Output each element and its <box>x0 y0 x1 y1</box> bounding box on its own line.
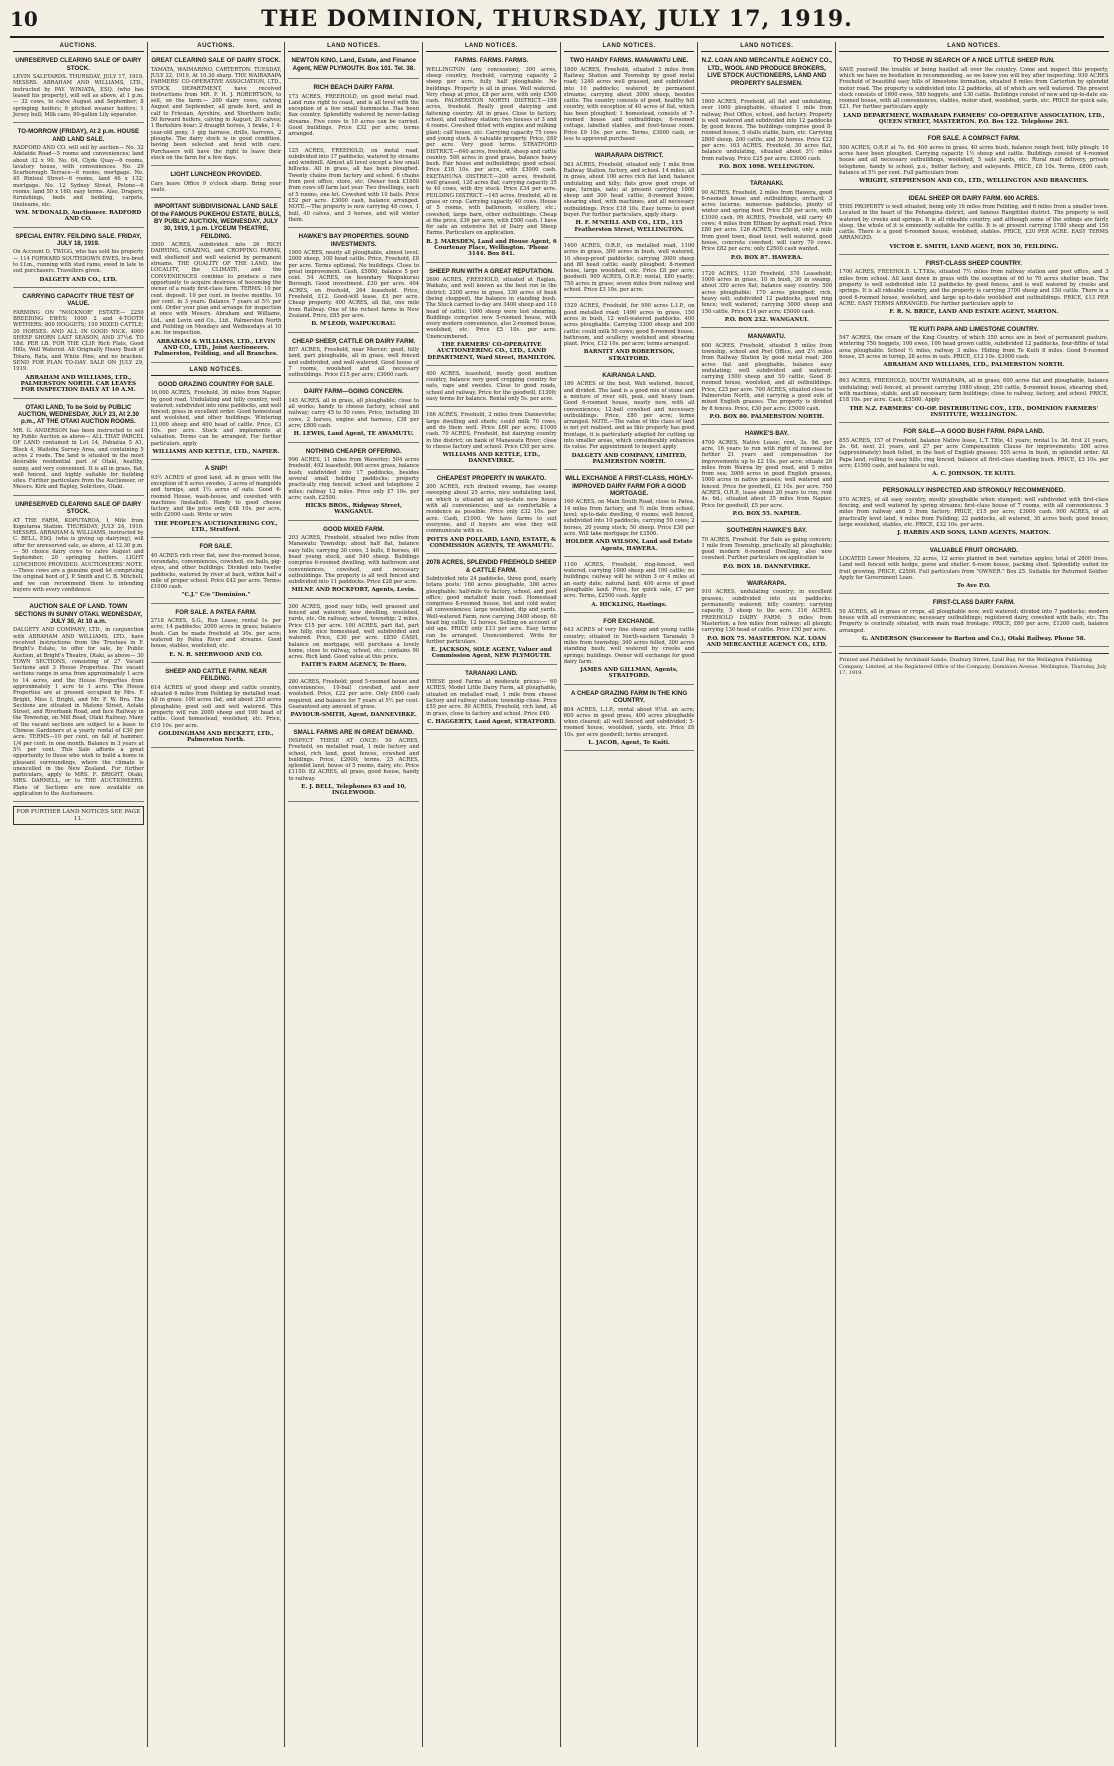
ad-signature: HOLDER AND WILSON, Land and Estate Agents, HAWERA. <box>565 539 693 552</box>
ad-title: AUCTION SALE OF LAND. TOWN SECTIONS IN SUNNY OTAKI. WEDNESDAY, JULY 30, At 10 a.m. <box>14 603 143 625</box>
column-2 <box>148 42 286 1747</box>
ad-title: SOUTHERN HAWKE'S BAY. <box>726 527 807 535</box>
advertisement <box>564 301 695 367</box>
ad-signature: THE PEOPLE'S AUCTIONEERING COY., LTD., Stratford. <box>154 520 278 533</box>
advertisement <box>564 560 695 613</box>
advertisement <box>839 376 1108 423</box>
advertisement <box>13 291 144 399</box>
ad-signature: THE FARMERS' CO-OPERATIVE AUCTIONEERING CO., LTD., LAND DEPARTMENT, Ward Street, HAMILTON. <box>427 341 556 361</box>
ad-signature: P.O. BOX 18. DANNEVIRKE. <box>722 563 811 570</box>
ad-body: 1700 ACRES, FREEHOLD, L.T.Title, situated 7½ miles from railway station and post office, and 3 miles from school. All land down in grass with the exception of 60 to 70 acres shelter bush. The property is well subdivided into 12 paddocks by good fences, and is well watered by creeks and springs. It is all rideable country, and the property is carrying 3700 sheep and 150 cattle. There is a good 6-roomed house, woolshed, and large up-to-date woolshed and outbuildings. PRICE, £13 PER ACRE. EASY TERMS ARRANGED. For further particulars apply to <box>839 269 1109 307</box>
ad-body: 1100 ACRES, Freehold, ring-fenced, well watered, carrying 1000 sheep and 100 cattle; no buildings; railway will be within 3 or 4 miles at an early date; natural land; 400 acres of good ploughable land. Price, for quick sale, £7 per acre. Terms, £2500 cash. Apply <box>563 561 695 600</box>
column-heading: AUCTIONS. <box>13 42 144 52</box>
columns-container <box>10 42 1109 1747</box>
ad-signature: VICTOR E. SMITH, LAND AGENT, BOX 30, FEILDING. <box>889 243 1059 250</box>
ad-body: 280 ACRES, Freehold; good 5-roomed house and conveniences, 10-bail cowshed, and new woolshed. Price, £22 per acre. Only £600 cash required, and balance for 7 years at 5½ per cent. Guaranteed any amount of grass. <box>288 678 420 710</box>
ad-title: FOR SALE. A COMPACT FARM. <box>927 135 1020 143</box>
ad-signature: GOLDINGHAM AND BECKETT, LTD., Palmerston North. <box>158 730 274 744</box>
ad-title: KAIRANGA LAND. <box>602 371 656 379</box>
ad-title: TO-MORROW (FRIDAY), At 2 p.m. HOUSE AND LAND SALE. <box>17 128 140 143</box>
ad-title: FOR SALE—A GOOD BUSH FARM. PAPA LAND. <box>903 428 1045 436</box>
ad-body: WELLINGTON (any concession), 300 acres, sheep country, freehold, carrying capacity 2 sheep per acre, fully half ploughable. No buildings. Property is all in grass. Well watered. Very cheap at price, £8 per acre, with only £500 cash. PALMERSTON NORTH DISTRICT.—188 acres, freehold. Really good dairying and fattening country. All in grass. Close to factory, school, and railway station; two houses of 3 and 4 rooms. Cowshed fitted with engine and milking plant; calf house, etc. Carrying capacity 75 cows and young stock. A valuable property. Price, £60 per acre. Very good terms. STRATFORD DISTRICT.—640 acres, freehold, sheep and cattle country. 500 acres in good grass, balance heavy bush. Fair house and outbuildings; good school. Price £18 10s. per acre, with £3000 cash. EKETAHUNA DISTRICT.—200 acres, freehold, well grassed, 120 acres flat; carrying capacity 35 to 40 cows, with dry stock. Price £34 per acre. FEILDING DISTRICT.—145 acres, freehold, all in grass or crop. Carrying capacity 40 cows. House of 5 rooms, with bathroom, scullery, etc.; cowshed, large barn, other outbuildings. Cheap at the price, £36 per acre, with £500 cash. I have for sale an extensive list of Dairy and Sheep Farms. Particulars on application. <box>426 66 557 237</box>
ad-title: HAWKE'S BAY PROPERTIES. SOUND INVESTMENTS. <box>298 233 409 248</box>
advertisement <box>701 269 832 328</box>
ad-signature: DALGETY AND COMPANY, LIMITED, PALMERSTON NORTH. <box>571 452 687 465</box>
ad-signature: H. F. M'NEILL AND CO., LTD., 115 Featherston Street, WELLINGTON. <box>574 220 684 233</box>
ad-body: 50 ACRES, all in grass or crops, all ploughable now, well watered; divided into 7 paddocks; modern house with all conveniences; necessary outbuildings; registered dairy, cowshed with bails, etc. The Property is centrally situated, with main road frontage. PRICE, £60 per acre, £1200 cash, balance arranged. <box>839 608 1109 634</box>
ad-title: IDEAL SHEEP OR DAIRY FARM. 600 ACRES. <box>908 194 1040 202</box>
ad-body: 614 ACRES of good sheep and cattle country, situated 6 miles from Feilding by metalled road. All in grass; 100 acres flat, and about 250 acres ploughable; good soil and well watered. This property will run 2000 sheep and 100 head of cattle. Good homestead, woolshed, etc. Price, £10 10s. per acre. <box>150 684 282 729</box>
ad-title: PERSONALLY INSPECTED AND STRONGLY RECOMMENDED. <box>882 487 1065 495</box>
ad-signature: P.O. BOX 75. MASTERTON. N.Z. LOAN AND MERCANTILE AGENCY CO., LTD. <box>706 635 827 648</box>
ad-signature: HICKS BROS., Ridgway Street, WANGANUI. <box>305 503 403 516</box>
ad-title: SMALL FARMS ARE IN GREAT DEMAND. <box>293 728 414 736</box>
ad-body: FARMING ON "NOCKNOR" ESTATE— 2250 BREEDING EWES; 1000 2 and 4-TOOTH WETHERS; 800 HOGGETS; 150 MIXED CATTLE; 20 HORSES. AND ALL IN GOOD NICK. 4000 SHEEP SHORN LAST SEASON, AND 37½d. TO 18d. PER LB. FOR THE CLIP. Rich Flats, Good Hills, Well Watered. All Originally Heavy Bush of Totara, Rata, and White Pine, and no bracken. SEND FOR PLAN TO-DAY. SALE ON JULY 29, 1919. <box>13 309 144 373</box>
ad-body: 200 ACRES, rich drained swamp, has swamp sweeping about 25 acres, nice undulating land, on which is situated an up-to-date new house with all conveniences; and as comfortable a residence as possible. Price only £32 10s. per acre. Cash, £1000. We have farms to suit everyone, and if buyers are wise they will communicate with us. <box>426 484 557 535</box>
column-subheading: LAND NOTICES. <box>151 366 282 376</box>
ad-title: NEWTON KING, Land, Estate, and Finance Agent, NEW PLYMOUTH. Box 101. Tel. 38. <box>291 57 416 72</box>
advertisement <box>288 55 419 79</box>
ad-body: 1720 ACRES, 1120 Freehold, 370 Leasehold; 1000 acres in grass, 10 in bush, 30 in swamp, about 350 acres flat; balance easy country. 500 acres ploughable; 170 acres ploughed; rich, heavy soil; subdivided 12 paddocks, good ring fence; well watered; carrying 3000 sheep and 150 cattle. Price £14 per acre; £5000 cash. <box>701 270 833 315</box>
ad-body: THESE good Farms at moderate prices:— 60 ACRES, Model Little Dairy Farm, all ploughable, situated on metalled road, 1 mile from cheese factory and railway station; township close. Price £55 per acre. 80 ACRES, Freehold, rich land, all in grass, close to factory and school. Price £40. <box>426 679 557 717</box>
ad-body: RADFORD AND CO. will sell by auction— No. 32 Adelaide Road—5 rooms and conveniences; land about 32 x 90. No. 64, Clyde Quay—6 rooms, lavatory house, with conveniences. No. 29 Scarborough Terrace—6 rooms; mortgage. No. 45 Rintoul Street—6 rooms, land 46 x 132; mortgage. No. 12 Sydney Street, Petone—6 rooms; land 50 x 160; easy terms. Also, Drapery, furnishings, beds and bedding, carpets, linoleums, etc. <box>13 145 144 208</box>
ad-body: 547 ACRES, the cream of the King Country, of which 350 acres are in best of permanent pasture, wintering 750 hoggets, 100 ewes, 100 head grown cattle, subdivided 12 paddocks, four-fifths of total area ploughable. School ½ miles, railway 3 miles. Hiding from Te Kuiti 8 miles. Good 8-roomed house, 25 acres in turnip, 28 acres in oats. PRICE, £12 10s. £3000 cash. <box>839 334 1109 360</box>
ad-body: 970 ACRES, of all easy country, mostly ploughable when stumped; well subdivided with first-class fencing, and well watered by spring streams; first-class house of 7 rooms, with all conveniences. 5 miles from railway and 3 from factory. PRICE, £15 per acre; £3000 cash. 900 ACRES, of all practically level land, 4 miles from Feilding; 22 paddocks, all watered, 30 acres bush; good house; large woolshed, stables, etc. PRICE, £32 10s. per acre. <box>839 496 1109 528</box>
ad-title: WAIRARAPA. <box>747 580 787 588</box>
ad-signature: F. R. N. BRICE, LAND AND ESTATE AGENT, MARTON. <box>889 309 1059 316</box>
advertisement <box>701 55 832 94</box>
advertisement <box>151 55 282 166</box>
ad-body: 90 ACRES, Freehold, 2 miles from Hawera, good 6-roomed house and outbuildings, orchard; 3 acres lucerne, numerous paddocks, plenty of winter and spring feed. Price £50 per acre, with £1000 cash. 99 ACRES, Freehold, will carry 40 cows; 4 miles from Eltham by asphalt road. Price £80 per acre. 126 ACRES, Freehold, only a mile from good town, dead level, well watered, good house, concrete cowshed; will carry 70 cows. Price £82 per acre; only £2500 cash wanted. <box>701 189 833 253</box>
ad-body: 203 ACRES, Freehold, situated two miles from Manawatu Township; about half flat, balance easy hills; carrying 30 cows, 3 bulls, 8 horses, 40 head young stock, and 540 sheep. Buildings comprise 6-roomed dwelling, with bathroom and conveniences, cowshed, and necessary outbuildings. The property is all well fenced and subdivided into 11 paddocks. Price £28 per acre. <box>288 535 420 586</box>
ad-signature: ABRAHAM & WILLIAMS, LTD., LEVIN AND CO., LTD., Joint Auctioneers. Palmerston, Feilding, and all Branches. <box>154 338 278 358</box>
ad-title: TARANAKI LAND. <box>465 669 518 677</box>
column-7 <box>836 42 1111 1747</box>
ad-signature: L. JACOB, Agent, Te Kuiti. <box>588 740 670 746</box>
masthead <box>10 6 1104 38</box>
advertisement <box>13 499 144 598</box>
ad-title: FARMS. FARMS. FARMS. <box>454 57 529 65</box>
ad-signature: WRIGHT, STEPHENSON AND CO., LTD., WELLINGTON AND BRANCHES. <box>859 178 1089 185</box>
advertisement <box>13 601 144 802</box>
ad-body: 2718 ACRES, S.G., Run Lease; rental 1s. per acre; 14 paddocks; 2000 acres in grass; balance bush. Can be made freehold at 30s. per acre; watered by Patea River and streams. Good house, stables, woolshed, etc. <box>150 618 282 650</box>
ad-body: MR. G. ANDERSON has been instructed to sell by Public Auction as above— ALL THAT PARCEL OF LAND contained in Lot 14, Pahiatua 5 A1, Block 4, Waitohu Survey Area, and containing 5 acres 2 roods. The land is situated in the most desirable residential part of Otaki, healthy, sunny, and very convenient. It is all in grass, flat, well fenced, and highly suitable for building sites. Further particulars from the Auctioneer, or Messrs. Kirk and Rapley, Solicitors, Otaki. <box>13 427 144 491</box>
ad-body: 996 ACRES, 11 miles from Waverley; 504 acres freehold, 492 leasehold; 900 acres grass, balance bush; subdivided into 17 paddocks, besides several small holding paddocks; property practically ring fenced; school and telephone 2 miles; railway 12 miles. Price only £7 10s. per acre; cash, £2500. <box>288 457 420 501</box>
advertisement <box>839 324 1108 374</box>
ad-title: LIGHT LUNCHEON PROVIDED. <box>170 171 262 179</box>
ad-body: THIS PROPERTY is well situated, being only 16 miles from Feilding, and 6 miles from a smaller town. Located in the heart of the Pohangina district, and famous Rangitikei district. The property is well watered by creeks and springs. It is all rideable country, and although some of the sidings are fairly steep, the whole of it is eminently suitable for cattle. It is at present carrying 1780 sheep and 150 cattle. There is a good 6-roomed house, woolshed, stables. PRICE, £20 PER ACRE. EASY TERMS ARRANGED. <box>839 203 1109 242</box>
column-heading: LAND NOTICES. <box>564 42 695 52</box>
advertisement <box>839 258 1108 320</box>
ad-body: 563 ACRES, Freehold, situated only 1 mile from Railway Station, factory, and school. 14 miles; all in grass, about 100 acres rich flat land, balance undulating and hilly; flats grow good crops of rape, turnips, oats; at present carrying 1000 sheep and 300 head cattle; 8-roomed house, shearing shed, with machines, and all necessary outbuildings. Price £18 10s. Easy terms to good buyer. For further particulars, apply sharp. <box>563 161 695 219</box>
advertisement <box>426 266 557 366</box>
ad-title: GREAT CLEARING SALE OF DAIRY STOCK. <box>151 57 281 65</box>
ad-signature: BARNITT AND ROBERTSON, STRATFORD. <box>583 349 675 362</box>
advertisement <box>13 55 144 123</box>
ad-signature: E. JACKSON, SOLE AGENT, Valuer and Commission Agent, NEW PLYMOUTH. <box>431 647 552 660</box>
advertisement <box>564 241 695 298</box>
ad-signature: ABRAHAM AND WILLIAMS, LTD., PALMERSTON NORTH. CAR LEAVES FOR INSPECTION DAILY AT 10 A.M. <box>20 374 137 394</box>
advertisement <box>839 133 1108 189</box>
ad-body: Cars leave Office 9 o'clock sharp. Bring your seats. <box>150 180 282 193</box>
ad-signature: A. HICKLING, Hastings. <box>591 601 667 608</box>
ad-body: 145 ACRES, all in grass, all ploughable; close to all works; handy to cheese factory, school and railway; carry 45 to 50 cows. Price, including 30 cows, 2 horses, engine and harness, £38 per acre; £800 cash. <box>288 397 420 430</box>
column-3 <box>285 42 423 1747</box>
ad-signature: C. HAGGERTY, Land Agent, STRATFORD. <box>427 718 556 725</box>
ad-body: 166 ACRES, Freehold, 2 miles from Dannevirke; large dwelling and sheds; could milk 70 cows, and do them well. Price £60 per acre; £1000 cash. 70 ACRES, Freehold, hut dairying country in the district; on bank of Manawatu River; close to cheese factory and school. Price £50 per acre. <box>426 412 557 450</box>
ad-title: DAIRY FARM—GOING CONCERN. <box>303 388 404 396</box>
ad-signature: FAITH'S FARM AGENCY, Te Horo. <box>301 662 407 669</box>
ad-body: 1900 ACRES, nearly all ploughable, almost level; 2000 sheep, 100 head cattle. Price, Freehold, £8 per acre. Terms optional. No buildings. Close to great improvement. Cash, £5000, balance 5 per cent. 54 ACRES, on boundary Waipukurau Borough. Good investment. £30 per acre. 404 ACRES, on freehold, 264 leasehold. Price, Freehold, £12. Good-will lease, £3 per acre. Cheap property. 400 ACRES, all flat, one mile from Railway. One of the richest farms in New Zealand. Price, £85 per acre. <box>288 249 420 319</box>
column-5 <box>561 42 699 1747</box>
ad-signature: WM. M'DONALD, Auctioneer. RADFORD AND CO. <box>15 209 142 223</box>
advertisement <box>839 597 1108 647</box>
advertisement <box>839 426 1108 482</box>
ad-signature: POTTS AND POLLARD, LAND, ESTATE, & COMMISSION AGENTS, TE AWAMUTU. <box>426 536 557 549</box>
ad-body: 4700 ACRES, Native Lease; rent, 3s. 9d. per acre, 16 years to run with right of renewal for further 21 years and compensation for improvements up to £2 10s. per acre; situate 20 miles from Wairoa by good road, and 5 miles from sea; 3000 acres in good English grasses, 1000 acres in native grasses; well watered and fenced. Price for goodwill, £2 10s. per acre. 750 ACRES, O.R.P., lease about 20 years to run; rent 4s. 6d.; situated about 35 miles from Napier. Price for goodwill, £5 per acre. <box>701 439 833 509</box>
ad-body: INSPECT THESE AT ONCE: 50 ACRES, Freehold, on metalled road, 1 mile factory and school, rich land, good fences, cowshed and buildings. Price, £2000; terms. 25 ACRES, splendid land, house of 5 rooms, dairy, etc. Price £1150. 82 ACRES, all grass, good house, handy to railway. <box>288 737 420 782</box>
advertisement <box>701 97 832 175</box>
ad-title: WAIRARAPA DISTRICT. <box>594 152 664 160</box>
advertisement <box>701 428 832 522</box>
ad-body: 93½ ACRES of good land, all in grass with the exception of 6 acres swedes, 3 acres of mangolds and turnips, and 1¼ acres of oats. Good 6-roomed House, wash-house, and cowshed with machines (installed). Handy to good cheese factory, and the price only £48 10s. per acre, with £2000 cash. Write or wire <box>150 474 282 519</box>
column-4 <box>423 42 561 1747</box>
ad-signature: P.O. BOX 80. PALMERSTON NORTH. <box>709 413 825 420</box>
column-heading: LAND NOTICES. <box>426 42 557 52</box>
ad-signature: DALGETY AND CO., LTD. <box>39 276 118 283</box>
further-notices-footer: FOR FURTHER LAND NOTICES SEE PAGE 11. <box>13 806 144 825</box>
ad-body: 863 ACRES, FREEHOLD, SOUTH WAIRARAPA, all in grass; 600 acres flat and ploughable, balance undulating; well fenced, at present carrying 1980 sheep, 250 cattle, 8-roomed house, shearing shed, with machines, stable, and all necessary farm buildings; close to railway, factory, and school. PRICE, £18 10s. per acre. Cash, £3500. Apply <box>839 378 1109 404</box>
ad-body: 1529 ACRES, Freehold, for 990 acres L.I.P., on good metalled road; 1490 acres in grass, 150 acres in bush, 12 well-watered paddocks. 400 acres ploughable. Carrying 3300 sheep and 200 cattle; could milk 50 cows; good 8-roomed house, bathroom, and scullery; woolshed and shearing plant. Price, £12 10s. per acre; terms arranged. <box>563 303 695 348</box>
ad-body: 2690 ACRES, FREEHOLD, situated at Raglan, Waikato, and well known as the best run in the district; 2200 acres in grass, 330 acres of bush (being chopped), the balance in standing bush. The Stock carried to-day are 3400 sheep and 110 head of cattle; 1000 sheep were lost shearing. Buildings comprise new 5-roomed house, with every modern convenience, also 2-roomed house, woolshed, etc. Price £5 10s. per acre. Unencumbered. <box>426 277 557 340</box>
ad-body: 160 ACRES, on Main South Road, close to Patea, 14 miles from factory, and ½ mile from school, level; up-to-date dwelling, 6 rooms; well fenced, subdivided into 10 paddocks, carrying 50 cows; 2 horses, 20 young stock; 50 sheep. Price £30 per acre. Will take mortgage for £3500. <box>563 499 695 537</box>
ad-signature: J. HARRIS AND SONS, LAND AGENTS, MARTON. <box>897 530 1051 537</box>
advertisement <box>701 578 832 653</box>
column-1 <box>10 42 148 1747</box>
advertisement <box>288 677 419 724</box>
ad-signature: "C.J." C/o "Dominion." <box>181 592 251 599</box>
ad-body: AT THE FARM, KOPUTAROA, 1 Mile from Koputaroa Station. THURSDAY, JULY 24, 1919. MESSRS. ABRAHAM & WILLIAMS, instructed by C. BELL, ESQ. (who is giving up dairying), will offer for unreserved sale, as above, at 12.30 p.m.— 50 choice dairy cows to calve August and September; 20 springing heifers. LIGHT LUNCHEON PROVIDED. AUCTIONEERS' NOTE.—These cows are a genuine good lot comprising the original herd of J. P. Smith and C. B. Mitchell, and we can recommend them to intending buyers with every confidence. <box>13 517 144 593</box>
ad-signature: MILNE AND ROCKFORT, Agents, Levin. <box>291 587 416 594</box>
advertisement <box>288 386 419 442</box>
advertisement <box>288 524 419 599</box>
advertisement <box>288 146 419 229</box>
ad-body: 70 ACRES, Freehold. For Sale as going concern; 1 mile from Township, practically all ploughable; good modern 6-roomed Dwelling, also new cowshed. Further particulars on application to <box>701 536 833 562</box>
advertisement <box>288 231 419 332</box>
ad-signature: WILLIAMS AND KETTLE, LTD., DANNEVIRKE. <box>442 452 541 465</box>
advertisement <box>288 446 419 521</box>
ad-signature: P.O. BOX 87. HAWERA. <box>730 254 803 261</box>
ad-title: FOR EXCHANGE. <box>603 617 655 625</box>
ad-body: 804 ACRES, L.I.P., rental about 9½d. an acre; 600 acres in good grass, 400 acres ploughable when cleared; all well fenced and subdivided; 5-roomed house, woolshed, yards, etc. Price £6 10s. per acre goodwill; terms arranged. <box>563 706 695 738</box>
advertisement <box>13 126 144 227</box>
advertisement <box>564 370 695 470</box>
advertisement <box>564 55 695 147</box>
ad-title: HAWKE'S BAY. <box>744 430 789 438</box>
ad-signature: P.O. BOX 55. NAPIER. <box>732 510 801 517</box>
advertisement <box>839 485 1108 541</box>
ad-signature: LAND DEPARTMENT, WAIRARAPA FARMERS' CO-OPERATIVE ASSOCIATION, LTD., QUEEN STREET, MASTERTON. P.O. Box 122. Telephone 263. <box>843 112 1105 126</box>
advertisement <box>564 616 695 685</box>
ad-signature: To Ave P.O. <box>956 583 991 590</box>
ad-title: CHEAP SHEEP, CATTLE OR DAIRY FARM. <box>292 337 416 345</box>
ad-title: 2078 ACRES, SPLENDID FREEHOLD SHEEP & CATTLE FARM. <box>426 559 557 574</box>
ad-body: 910 ACRES, undulating country; in excellent grasses; subdivided into six paddocks; permanently watered; hilly country; carrying capacity, 3 sheep to the acre. 316 ACRES, FREEHOLD DAIRY FARM; 5 miles from Masterton; a few miles from railway; all plough; carrying 130 head of cattle. Price £50 per acre. <box>701 589 833 634</box>
advertisement <box>288 602 419 674</box>
ad-title: FIRST-CLASS SHEEP COUNTRY. <box>925 260 1022 268</box>
ad-title: N.Z. LOAN AND MERCANTILE AGENCY CO., LTD., WOOL AND PRODUCE BROKERS, LIVE STOCK AUCTIONEERS, LAND AND PROPERTY SALESMEN. <box>701 57 832 87</box>
ad-signature: P.O. BOX 232. WANGANUI. <box>724 316 809 323</box>
advertisement <box>426 55 557 262</box>
advertisement <box>288 82 419 142</box>
page-number: 10 <box>10 7 38 31</box>
ad-signature: PAVIOUR-SMITH, Agent, DANNEVIRKE. <box>290 712 417 719</box>
ad-body: DALGETY AND COMPANY, LTD., in conjunction with ABRAHAM AND WILLIAMS, LTD., have received instructions from the Trustees in F. Bright's Estate, to offer for sale, by Public Auction, at Bright's Theatre, Otaki, as above— 30 TOWN SECTIONS, consisting of 27 Vacant Sections and 3 House Properties. The vacant sections range in area from approximately 1 acre to 14 acres, and the House Properties from approximately 1 acre to 1 acre. The House Properties are at present occupied by Mrs. F. Bright, Miss I. Bright, and Mr. F. W. Bra. The Sections are situated in Matene Street, Aotaki Street, and Riverbank Road, and face Railway in the Township, on Mill Road, Otaki Railway. Many of the vacant sections are subject to a lease to Chinese Gardeners at a yearly rental of £30 per acre. TERMS—10 per cent. on fall of hammer. 1/4 per cent. in one month. Balance in 3 years at 5½ per cent. This Sale affords a great opportunity to those who wish to build a home in pleasant surroundings, where the climate is unexcelled in the New Zealand. For further particulars, apply to MRS. F. BRIGHT, Otaki, MRS. DARNELL, or to THE AUCTIONEERS. Plans of Sections are now available on application to the Auctioneers. <box>13 627 144 798</box>
ad-title: TE KUITI PAPA AND LIMESTONE COUNTRY. <box>909 325 1039 333</box>
advertisement <box>426 410 557 469</box>
ad-title: FIRST-CLASS DAIRY FARM. <box>932 599 1015 607</box>
ad-body: Subdivided into 24 paddocks, three good, nearly totara posts; 160 acres ploughable, 300 acres ploughable; half-mile to factory, school, and post office; good metalled main road. Homestead comprises 8-roomed house, hot and cold water, all conveniences; large woolshed, dip and yards. Well-watered Farm, now carrying 3400 sheep, 60 head big cattle, 12 horses. Selling on account of old age. PRICE only £13 per acre. Easy terms can be arranged. Unencumbered. Write for further particulars. <box>426 575 557 645</box>
advertisement <box>13 231 144 288</box>
ad-title: UNRESERVED CLEARING SALE OF DAIRY STOCK. <box>15 500 142 516</box>
ad-signature: G. ANDERSON (Successor to Barton and Co.), Otaki Railway. Phone 58. <box>861 636 1086 643</box>
ad-title: WILL EXCHANGE A FIRST-CLASS, HIGHLY-IMPROVED DAIRY FARM FOR A GOOD MORTGAGE. <box>565 475 693 498</box>
ad-title: TO THOSE IN SEARCH OF A NICE LITTLE SHEEP RUN. <box>892 57 1055 65</box>
advertisement <box>151 201 282 362</box>
ad-body: 125 ACRES, FREEHOLD, on metal road, subdivided into 17 paddocks, watered by streams and windmill. Almost all level except a few small hillocks. All in grass, all has been ploughed. Twenty chains from factory and school. 6 chains from post office, store, etc. Owner took £1800 from cows off farm last year. Two dwellings, each of 5 rooms, one let. Cowshed with 10 bails. Price £52 per acre. £3000 cash, balance arranged. NOTE.—The property is now carrying 48 cows, 1 bull, 40 calves, and 3 horses, and will winter them. <box>288 147 420 223</box>
advertisement <box>426 557 557 665</box>
advertisement <box>151 607 282 663</box>
ad-title: RICH BEACH DAIRY FARM. <box>313 84 394 92</box>
advertisement <box>839 545 1108 595</box>
ad-signature: WILLIAMS AND KETTLE, LTD., NAPIER. <box>152 448 280 455</box>
advertisement <box>13 402 144 496</box>
advertisement <box>426 369 557 407</box>
ad-body: On Account D. TWIGG, who has sold his property— 114 FORWARD SOUTHDOWN EWES, tru-bred to f.f.m., running with stud rams, ewed in late to suit purchasers. Travellers given. <box>13 249 144 275</box>
printer-imprint: Printed and Published by Archibald Sando, Duxbury Street, Lyall Bay, for the Wellington Publishing Company, Limited, at the Registered Office of the Company, Dominion Avenue, Wellington, Thursday, July 17, 1919. <box>839 653 1108 676</box>
ad-title: SPECIAL ENTRY. FEILDING SALE. FRIDAY, JULY 18, 1919. <box>15 232 142 247</box>
ad-signature: JAMES AND GILLMAN, Agents, STRATFORD. <box>580 667 678 680</box>
advertisement <box>288 727 419 802</box>
column-heading: LAND NOTICES. <box>288 42 419 52</box>
ad-title: GOOD MIXED FARM. <box>323 525 385 533</box>
ad-body: 1800 ACRES, Freehold, all flat and undulating, over 1000 ploughable, situated 1 mile from railway, Post Office, school, and factory. Property is well watered and subdivided into 12 paddocks by good fences. The buildings comprise good 8-roomed house, 5 stalls stable, barn, etc. Carrying 2800 sheep, 200 cattle, and 30 horses. Price £22 per acre. 163 ACRES, Freehold, 30 acres flat, balance undulating, situated about 3½ miles from railway. Price £25 per acre; £3000 cash. <box>701 98 833 162</box>
column-6 <box>698 42 836 1747</box>
ad-title: SHEEP AND CATTLE FARM. NEAR FEILDING. <box>165 667 267 683</box>
ad-title: NOTHING CHEAPER OFFERING. <box>305 447 402 455</box>
ad-body: 807 ACRES, Freehold, near Mercer; good, hilly land, part ploughable, all in grass, well fenced and subdivided, and well watered. Good house of 7 rooms, woolshed and all necessary outbuildings. Price £15 per acre; £3000 cash. <box>288 346 420 379</box>
advertisement <box>426 473 557 554</box>
ad-title: GOOD GRAZING COUNTRY FOR SALE. <box>158 380 274 388</box>
ad-title: OTAKI LAND, To be Sold by PUBLIC AUCTION, WEDNESDAY, JULY 23, At 2.30 p.m., AT THE OTAKI AUCTION ROOMS. <box>17 403 139 426</box>
advertisement <box>151 379 282 460</box>
column-heading: AUCTIONS. <box>151 42 282 52</box>
ad-body: 40 ACRES rich river flat, new five-roomed house, verandahs, conveniences, cowshed, six bails, pig-styes, and other buildings. Divided into twelve paddocks, watered by river at back, within half a mile of proper school. Price £42 per acre. Terms: £1000 cash. <box>150 552 282 591</box>
advertisement <box>151 541 282 603</box>
ad-body: 643 ACRES of very fine sheep and young cattle country; situated in North-eastern Taranaki; 5 miles from township; 340 acres felled, 300 acres standing bush; well watered by creeks and springs; buildings. Owner will exchange for good dairy farm. <box>563 627 695 665</box>
ad-body: 1400 ACRES, O.R.P., on metalled road, 1100 acres in grass, 300 acres in bush, well watered, 10 sheep-proof paddocks; carrying 3000 sheep and 80 head cattle; easily ploughed; 8-roomed house, large woolshed, etc. Price £8 per acre; goodwill. 909 ACRES, O.R.P.; rental, £80 yearly; 750 acres in grass; seven miles from railway and school. Price £3 10s. per acre. <box>563 242 695 294</box>
ad-title: TARANAKI. <box>749 180 784 188</box>
ad-signature: ABRAHAM AND WILLIAMS, LTD., PALMERSTON NORTH. <box>883 362 1065 369</box>
advertisement <box>701 525 832 575</box>
ad-body: 1800 ACRES, Freehold, situated 3 miles from Railway Station and Township by good metal road; 1240 acres well grassed, and subdivided into 10 paddocks; watered by permanent streams; carrying about 3000 sheep, besides cattle. The country consists of good, healthy hill country, with exception of 40 acres of flat, which has been ploughed; 1 homestead, consists of 7-roomed house and outbuildings; 6-roomed cottage, labelled stables, and fowl-house room. Price £9 10s. per acre. Terms, £3000 cash, or less to approved purchaser. <box>563 66 695 142</box>
ad-title: FOR SALE. A PATEA FARM. <box>175 608 257 616</box>
advertisement <box>701 331 832 425</box>
advertisement <box>564 473 695 557</box>
ad-title: CHEAPEST PROPERTY IN WAIKATO. <box>436 474 547 482</box>
ad-body: 400 ACRES, leasehold, mostly good medium country, balance very good cropping country for oats, rape and swedes. Close to good roads, school and railway. Price for the goodwill, £1300; easy terms for balance. Rental only 5s. per acre. <box>426 370 557 403</box>
ad-title: A CHEAP GRAZING FARM IN THE KING COUNTRY. <box>570 689 688 705</box>
ad-body: 16,000 ACRES, Freehold, 36 miles from Napier, by good road. Undulating and hilly country, well watered; subdivided into nine paddocks, and well fenced; grass in excellent order. Good homestead and woolshed, and other buildings. Wintering 13,000 sheep and 400 head of cattle. Price, £3 10s. per acre. Stock and implements at valuation. Terms can be arranged. For further particulars, apply <box>150 390 282 447</box>
ad-signature: P.O. BOX 1098. WELLINGTON. <box>718 163 815 170</box>
ad-title: A SNIP! <box>204 465 228 473</box>
newspaper-title: THE DOMINION, THURSDAY, JULY 17, 1919. <box>261 6 853 32</box>
ad-body: 173 ACRES, FREEHOLD, on good metal road. Land runs right to coast, and is all level with the exception of a few small hummocks. Has been flax country. Splendidly watered by never-failing streams. Five cows to 10 acres can be carried. Good buildings. Price £32 per acre; terms arranged. <box>288 93 420 138</box>
advertisement <box>426 668 557 730</box>
column-heading: LAND NOTICES. <box>701 42 832 52</box>
advertisement <box>839 55 1108 130</box>
advertisement <box>288 336 419 384</box>
ad-body: LOCATED Lower Moutere, 32 acres, 12 acres planted in best varieties apples; total of 2800 trees. Land well fenced with hedge, gorse and shelter. 6-room house, packing shed. Splendidly suited for fruit growing. PRICE, £2500. Full particulars from "OWNER." Box 25. Suitable for Returned Soldier. Apply for Government Loan. <box>839 555 1109 581</box>
ad-title: SHEEP RUN WITH A GREAT REPUTATION. <box>428 267 554 275</box>
advertisement <box>564 688 695 752</box>
ad-body: 180 ACRES of the best, Well watered, fenced, and divided. The land is a good mix of stone and a mixture of river silt, peat, and heavy loam. Good 6-roomed house, nearly new, with all conveniences; 12-bail cowshed and necessary outbuildings. Price, £80 per acre; terms arranged. NOTE.—The value of this class of land is not yet realised, and as this property has good frontage, it is particularly adapted for cutting up into smaller areas, which considerably enhances its value. For appointment to inspect apply <box>563 381 695 451</box>
ad-body: 600 ACRES, Freehold, situated 5 miles from township, school and Post Office, and 2½ miles from Railway Station by good metal road; 260 acres flat and ploughable, balance easy undulating; well subdivided and watered; carrying 1500 sheep and 50 cattle. Good 8-roomed house, woolshed, and all outbuildings. Price, £25 per acre. 700 ACRES, situated close to Palmerston North, and carrying a good sole of mixed English grasses. The property is divided by 8 fences. Price, £30 per acre; £5000 cash. <box>701 342 833 412</box>
ad-signature: R. J. MARSDEN, Land and House Agent, 6 Courtenay Place, Wellington. 'Phone 3144. Box 841. <box>426 238 557 258</box>
ad-signature: THE N.Z. FARMERS' CO-OP. DISTRIBUTING COY., LTD., DOMINION FARMERS' INSTITUTE, WELLINGTON. <box>849 405 1099 418</box>
ad-title: CARRYING CAPACITY TRUE TEST OF VALUE. <box>22 292 135 308</box>
ad-title: FOR SALE. <box>199 543 233 551</box>
ad-body: 855 ACRES, 157 of Freehold, balance Native lease, L.T. Title, 41 years; rental 1s. 3d. first 21 years, 2s. 6d. next 21 years, and 27 per acre Compensation Clause for improvements; 300 acres (approximately) bush felled, in the best of English grasses; 555 acres in bush, in splendid order. All Papa land, rolling to easy hills; ring fenced, balance all first-class standing bush. PRICE, £3 10s. per acre; £1500 cash, and balance to suit. <box>839 437 1109 469</box>
ad-body: LEVIN SALEYARDS. THURSDAY, JULY 17, 1919. MESSRS. ABRAHAM AND WILLIAMS, LTD., instructed by PAY. WINIATA, ESQ. (who has leased his property), will sell as above, at 1 p.m.— 32 cows, to calve August and September; 8 springing heifers; 6 pitched weaner heifers; 1 Jersey bull; Milk cans, 80-gallon Lily separator. <box>13 74 144 118</box>
ad-title: UNRESERVED CLEARING SALE OF DAIRY STOCK. <box>15 57 142 72</box>
ad-body: TAMATA, WAIMARINO, CARTERTON. TUESDAY, JULY 22, 1919, At 10.30 sharp. THE WAIRARAPA FARMERS' CO-OPERATIVE ASSOCIATION, LTD., STOCK DEPARTMENT, have received instructions from MR. F. H. J. ROBERTSON, to sell, on the farm:— 200 dairy cows, calving August and September, all grade herd, and in calf to Friesian, Ayrshire, and Shorthorn bulls; 50 forward heifers, calving in August; 20 calves; 1 Berkshire boar; 2 draught horses, 1 brake, 1 4-year-old pony, 1 gig harness, drills, harrows, 2 ploughs. The dairy stock is in good condition, having been selected and bred with care. Purchasers will have the right to leave their stock on the farm for a few days. <box>150 66 282 161</box>
ad-signature: D. M'LEOD, WAIPUKURAU. <box>311 321 397 328</box>
ad-signature: H. LEWIS, Land Agent, TE AWAMUTU. <box>293 431 414 438</box>
ad-body: 500 ACRES, O.R.P. at 7s. 6d. 400 acres in grass, 40 acres bush, balance rough feed, hilly plough; 10 acres have been ploughed. Carrying capacity 1½ sheep and cattle. Buildings consist of 4-roomed house and all necessary outbuildings, woolshed, 5 sails yards, etc. Rural mail delivery, private telephone, handy to school, p.o., butter factory, and saleyards. PRICE, £8 10s. Terms, £800 cash, balance at 5½ per cent. Full particulars from <box>839 144 1109 176</box>
ad-title: IMPORTANT SUBDIVISIONAL LAND SALE Of the FAMOUS PUKEHOU ESTATE, BULLS, BY PUBLIC AUCTION, WEDNESDAY, JULY 30, 1919, 1 p.m. LYCEUM THEATRE, FEILDING. <box>151 203 281 240</box>
advertisement <box>151 463 282 538</box>
ad-title: VALUABLE FRUIT ORCHARD. <box>929 546 1018 554</box>
ad-signature: E. N. R. SHERWOOD AND CO. <box>169 651 263 658</box>
advertisement <box>701 178 832 266</box>
advertisement <box>564 150 695 238</box>
advertisement <box>151 169 282 198</box>
ad-body: 3500 ACRES, subdivided into 26 RICH DAIRYING, GRAZING, and CROPPING FARMS, well sheltered and well watered by permanent streams. THE QUALITY OF THE LAND, the LOCALITY, the CLIMATE, and the CONVENIENCES combine to produce a rare opportunity to acquire desirous of becoming the owner of a ready first-class farm. TERMS: 10 per cent. deposit. 10 per cent. in twelve months. 10 per cent. in 3 years. Balance 7 years at 5½ per cent. Order your plan and arrange for inspection at once with Messrs. Abraham and Williams, Ltd., and Levin and Co., Ltd., Palmerston North and Feilding on Mondays and Wednesdays at 10 a.m. for inspection. <box>150 242 282 337</box>
ad-signature: A. C. JOHNSON, TE KUITI. <box>932 471 1016 478</box>
ad-signature: E. J. BELL, Telephones 63 and 10, INGLEWOOD. <box>301 784 407 797</box>
column-heading: LAND NOTICES. <box>839 42 1108 52</box>
ad-body: 300 ACRES, good easy hills, well grassed and fenced and watered; new dwelling, woolshed, yards, etc. On railway, school, township; 2 miles. Price £15 per acre. 100 ACRES, part flat, part low hilly, nice homestead, well subdivided and watered. Price, £30 per acre. £850 CASH, balance on mortgage, will purchase a lovely home, close to railway, school, etc.; contains 90 acres. Rich land. Good value at this price. <box>288 603 420 661</box>
ad-title: TWO HANDY FARMS. MANAWATU LINE. <box>569 57 689 65</box>
ad-body: SAVE yourself the trouble of being bustled all over the country. Come and inspect this property, which we have no hesitation in recommending, as we know you will buy after inspecting. 930 ACRES Freehold of beautiful easy hills of limestone formation, situated 8 miles from Carterton by splendid motor road. The property is subdivided into 12 paddocks, all of which are well watered. The present stock consists of 1600 ewes, 580 hoggets, and 130 cattle. Buildings consist of new and up-to-date six-roomed house, with all conveniences, stables, motor shed, woolshed, yards, etc. PRICE for quick sale, £21. For further particulars apply <box>839 66 1109 111</box>
advertisement <box>839 193 1108 255</box>
ad-title: MANAWATU. <box>747 333 786 341</box>
advertisement <box>151 666 282 748</box>
